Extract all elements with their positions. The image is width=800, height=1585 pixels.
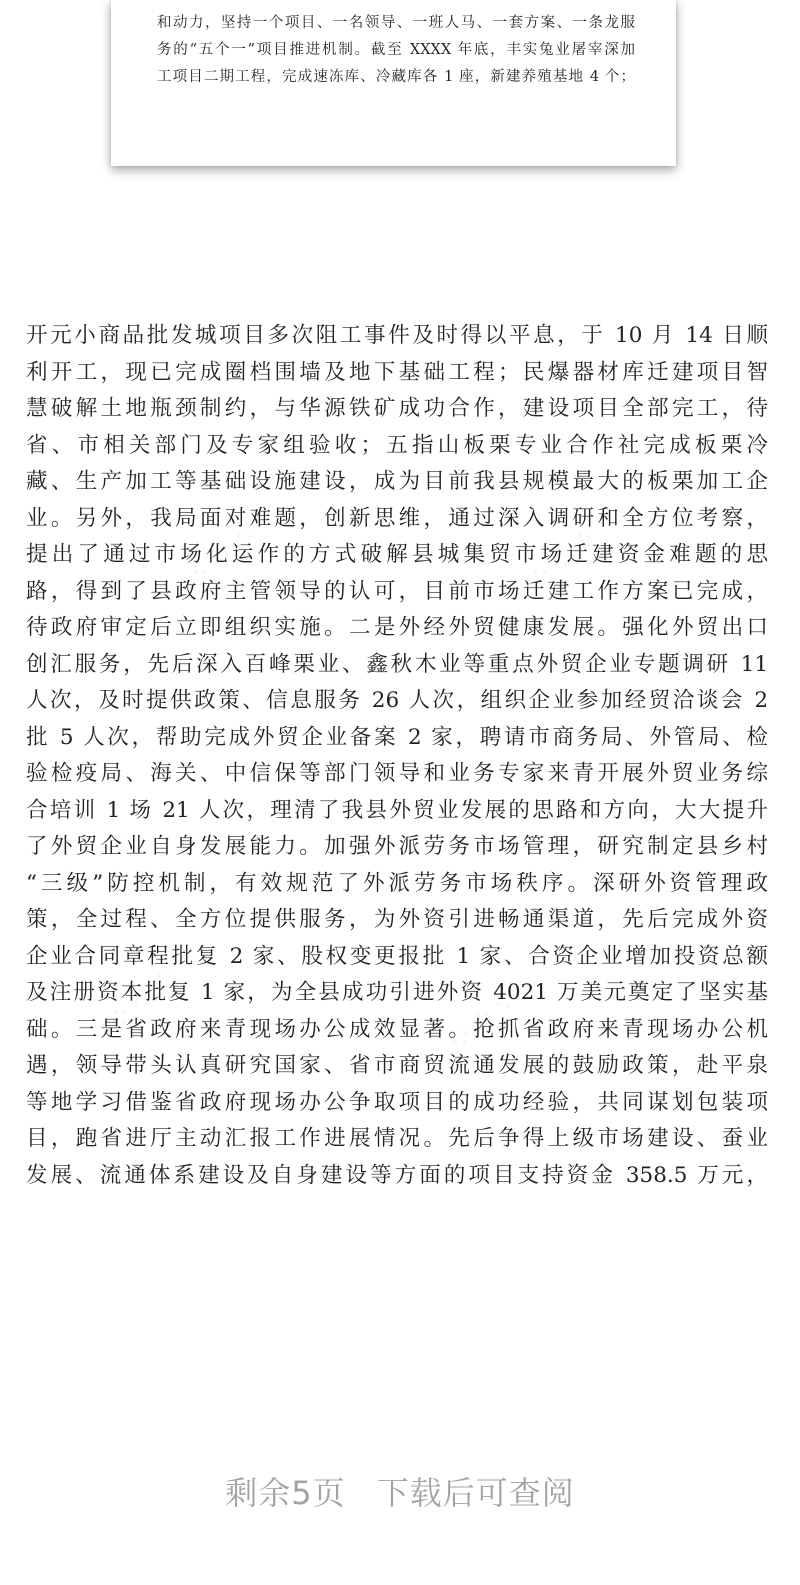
- body-line: 业。另外，我局面对难题，创新思维，通过深入调研和全方位考察，: [26, 505, 768, 531]
- body-line: 利开工，现已完成圈档围墙及地下基础工程；民爆器材库迁建项目智: [26, 359, 768, 385]
- body-line: 提出了通过市场化运作的方式破解县城集贸市场迁建资金难题的思: [26, 542, 768, 567]
- preview-line: 和动力，坚持一个项目、一名领导、一班人马、一套方案、一条龙服: [157, 15, 635, 31]
- body-line: 了外贸企业自身发展能力。加强外派劳务市场管理，研究制定县乡村: [26, 834, 768, 859]
- body-line: 藏、生产加工等基础设施建设，成为目前我县规模最大的板栗加工企: [26, 469, 768, 494]
- body-line: 合培训 1 场 21 人次，理清了我县外贸业发展的思路和方向，大大提升: [26, 797, 768, 823]
- remaining-pages-label[interactable]: 剩余5页: [225, 1474, 346, 1512]
- preview-line: 务的“五个一”项目推进机制。截至 XXXX 年底，丰实兔业屠宰深加: [157, 42, 635, 58]
- preview-page-card: [111, 0, 676, 166]
- body-line: 创汇服务，先后深入百峰栗业、鑫秋木业等重点外贸企业专题调研 11: [26, 651, 768, 677]
- body-line: 待政府审定后立即组织实施。二是外经外贸健康发展。强化外贸出口: [26, 615, 768, 640]
- body-line: 等地学习借鉴省政府现场办公争取项目的成功经验，共同谋划包装项: [26, 1089, 768, 1115]
- body-line: 省、市相关部门及专家组验收；五指山板栗专业合作社完成板栗冷: [26, 432, 768, 458]
- body-line: 目，跑省进厅主动汇报工作进展情况。先后争得上级市场建设、蚕业: [26, 1126, 768, 1151]
- preview-line: 工项目二期工程，完成速冻库、冷藏库各 1 座，新建养殖基地 4 个；: [157, 69, 635, 85]
- body-line: 发展、流通体系建设及自身建设等方面的项目支持资金 358.5 万元，: [26, 1162, 768, 1188]
- body-line: 验检疫局、海关、中信保等部门领导和业务专家来青开展外贸业务综: [26, 761, 768, 786]
- body-line: 及注册资本批复 1 家，为全县成功引进外资 4021 万美元奠定了坚实基: [26, 980, 768, 1005]
- body-line: 础。三是省政府来青现场办公成效显著。抢抓省政府来青现场办公机: [26, 1016, 768, 1042]
- body-line: 开元小商品批发城项目多次阻工事件及时得以平息，于 10 月 14 日顺: [26, 323, 768, 348]
- body-line: 遇，领导带头认真研究国家、省市商贸流通发展的鼓励政策，赴平泉: [26, 1053, 768, 1078]
- body-line: 批 5 人次，帮助完成外贸企业备案 2 家，聘请市商务局、外管局、检: [26, 724, 768, 750]
- preview-text-block: [157, 10, 635, 91]
- body-line: 路，得到了县政府主管领导的认可，目前市场迁建工作方案已完成，: [26, 578, 768, 604]
- download-to-view-label[interactable]: 下载后可查阅: [376, 1474, 575, 1512]
- body-line: 慧破解土地瓶颈制约，与华源铁矿成功合作，建设项目全部完工，待: [26, 396, 768, 421]
- body-line: 企业合同章程批复 2 家、股权变更报批 1 家、合资企业增加投资总额: [26, 943, 768, 969]
- body-line: “三级”防控机制，有效规范了外派劳务市场秩序。深研外资管理政: [26, 870, 768, 896]
- body-line: 策，全过程、全方位提供服务，为外资引进畅通渠道，先后完成外资: [26, 907, 768, 932]
- body-line: 人次，及时提供政策、信息服务 26 人次，组织企业参加经贸洽谈会 2: [26, 688, 768, 713]
- document-body-text: [26, 318, 768, 1194]
- download-prompt[interactable]: [0, 1468, 800, 1514]
